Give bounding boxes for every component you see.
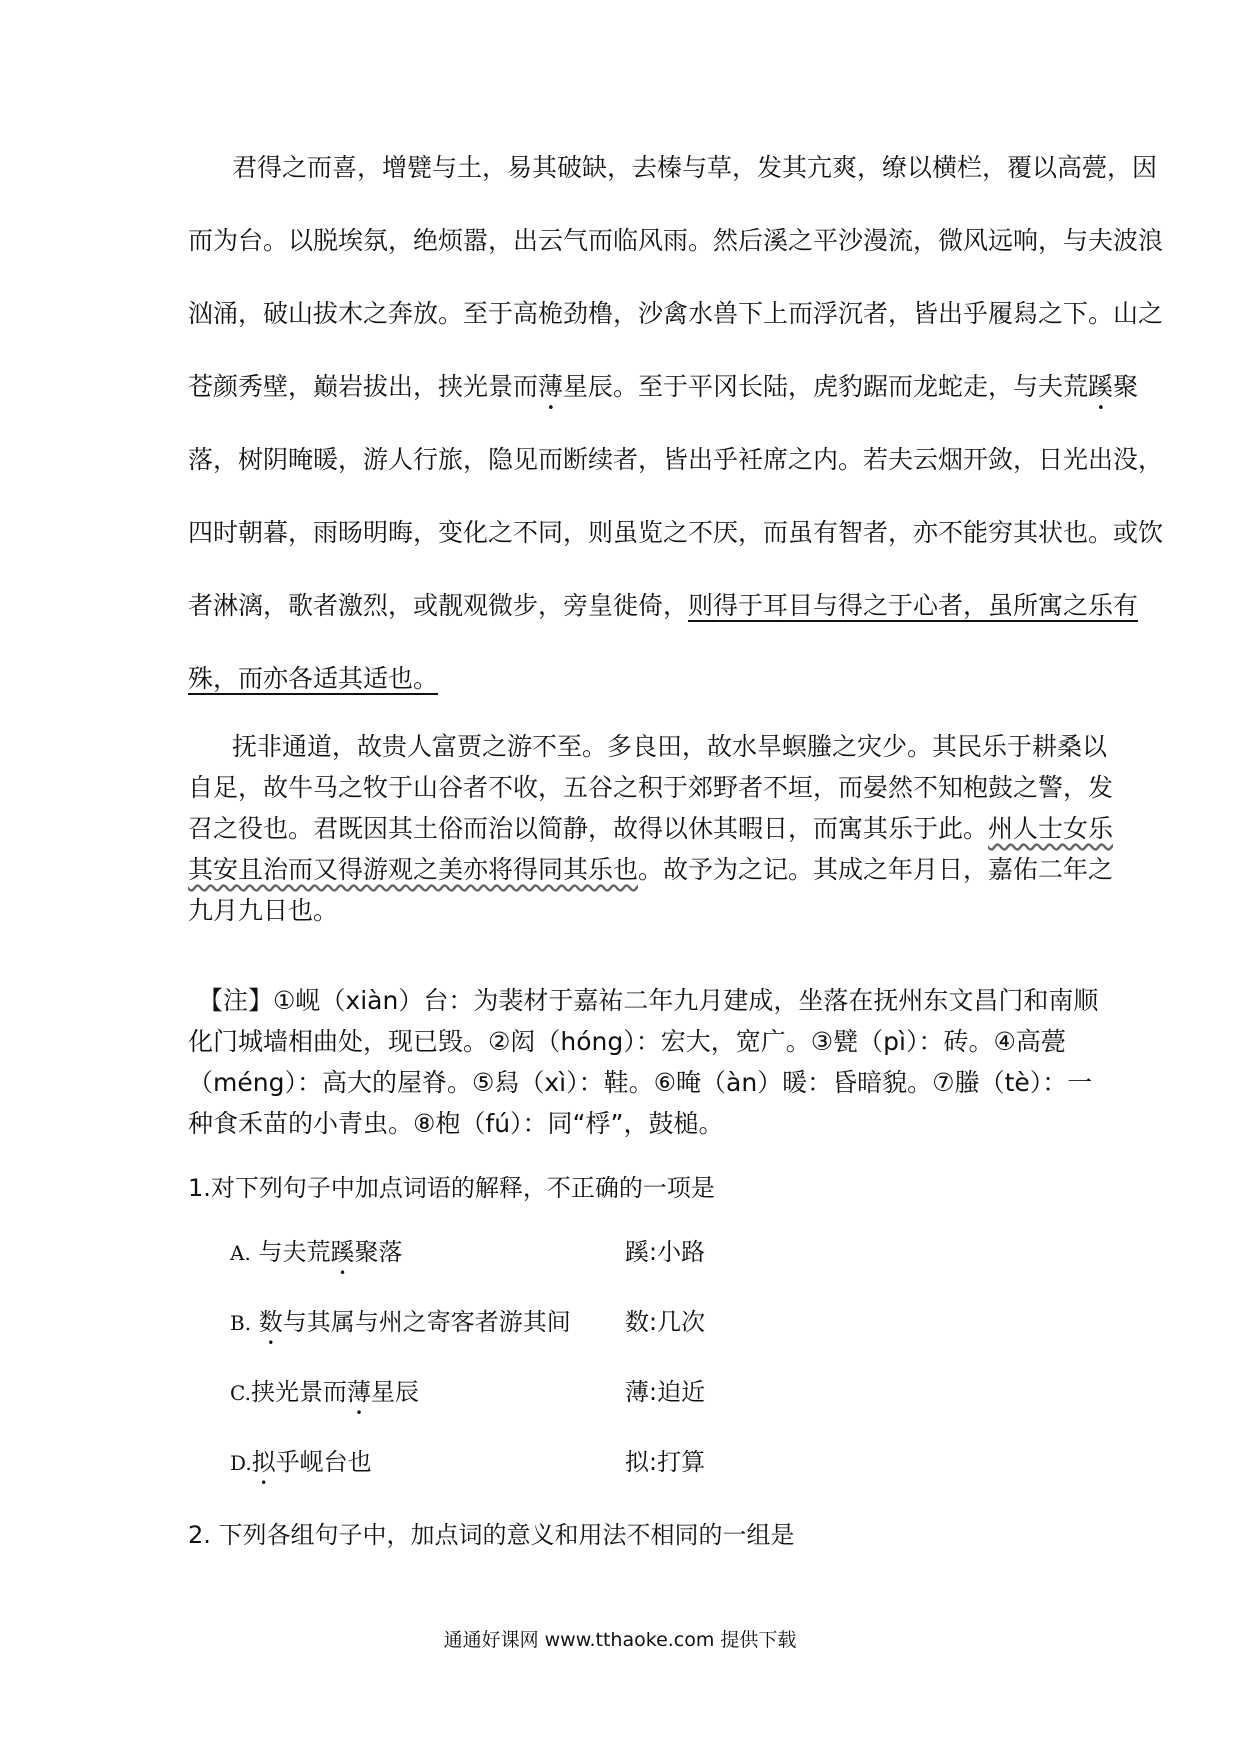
dotted-char: 拟 [251, 1448, 276, 1476]
option-text: 星辰 [370, 1378, 419, 1406]
note-line: （méng）：高大的屋脊。⑤舄（xì）：鞋。⑥晻（àn）暖：昏暗貌。⑦螣（tè）：一 [188, 1068, 1093, 1097]
option-text [251, 1308, 259, 1336]
wavy-underlined-sentence: 其安且治而又得游观之美亦将得同其乐也 [188, 855, 639, 884]
note-line: 化门城墙相曲处，现已毁。②闳（hóng）：宏大，宽广。③甓（pì）：砖。④高甍 [188, 1027, 1066, 1056]
annotation-notes [188, 981, 1099, 1145]
text-line: 汹涌，破山拔木之奔放。至于高桅劲橹，沙禽水兽下上而浮沉者，皆出乎履舄之下。山之 [188, 299, 1164, 328]
text-line [188, 850, 1114, 891]
text-line: 而为台。以脱埃氛，绝烦嚣，出云气而临风雨。然后溪之平沙漫流，微风远响，与夫波浪 [188, 226, 1164, 255]
option-text: 与夫荒 [250, 1238, 331, 1266]
text-span: 召之役也。君既因其土俗而治以简静，故得以休其暇日，而寓其乐于此。 [188, 814, 989, 843]
text-line: 自足，故牛马之牧于山谷者不收，五谷之积于郊野者不垣，而晏然不知枹鼓之警，发 [188, 773, 1114, 802]
page-footer: 通通好课网 www.tthaoke.com 提供下载 [443, 1629, 797, 1651]
question-1-option-d-answer: 拟:打算 [625, 1448, 706, 1476]
text-line: 抚非通道，故贵人富贾之游不至。多良田，故水旱螟螣之灾少。其民乐于耕桑以 [232, 732, 1108, 761]
text-line: 九月九日也。 [188, 896, 339, 925]
question-1-option-d [230, 1442, 372, 1490]
passage-paragraph-1 [188, 148, 1164, 732]
dotted-char: 数 [258, 1308, 283, 1336]
underlined-sentence: 则得于耳目与得之于心者，虽所寓之乐有 [688, 591, 1139, 620]
note-line: 【注】①岘（xiàn）台：为裴材于嘉祐二年九月建成，坐落在抚州东文昌门和南顺 [198, 986, 1099, 1015]
question-1-option-a [230, 1232, 402, 1280]
wavy-underlined-sentence: 州人士女乐 [988, 814, 1114, 843]
option-label: A. [230, 1241, 251, 1265]
dotted-char: 蹊 [1088, 372, 1114, 401]
text-line: 落，树阴晻暖，游人行旅，隐见而断续者，皆出乎衽席之内。若夫云烟开敛，日光出没， [188, 445, 1164, 474]
text-line [188, 367, 1139, 440]
underlined-sentence: 殊，而亦各适其适也。 [188, 664, 439, 693]
text-span: 。故予为之记。其成之年月日，嘉佑二年之 [638, 855, 1114, 884]
option-text: 与其属与州之寄客者游其间 [282, 1308, 571, 1336]
note-line: 种食禾苗的小青虫。⑧枹（fú）：同“桴”，鼓槌。 [188, 1109, 724, 1138]
question-1-option-b [230, 1302, 571, 1350]
option-text: 乎岘台也 [275, 1448, 372, 1476]
option-label: C. [230, 1381, 251, 1405]
question-1-option-a-answer: 蹊:小路 [625, 1238, 706, 1266]
text-span: 苍颜秀壁，巅岩拔出，挟光景而 [188, 372, 539, 401]
text-line: 君得之而喜，增甓与土，易其破缺，去榛与草，发其亢爽，缭以横栏，覆以高甍，因 [232, 153, 1158, 182]
dotted-char: 蹊 [330, 1238, 355, 1266]
question-1-option-b-answer: 数:几次 [625, 1308, 706, 1336]
dotted-char: 薄 [346, 1378, 371, 1406]
question-1-stem: 1.对下列句子中加点词语的解释，不正确的一项是 [188, 1174, 715, 1202]
dotted-char: 薄 [538, 372, 564, 401]
option-text: 聚落 [354, 1238, 403, 1266]
text-span: 聚 [1113, 372, 1139, 401]
question-1-option-c-answer: 薄:迫近 [625, 1378, 706, 1406]
passage-paragraph-2 [188, 727, 1114, 932]
option-label: B. [230, 1311, 252, 1335]
text-line [188, 659, 1053, 732]
option-label: D. [230, 1451, 252, 1475]
question-2-stem: 2. 下列各组句子中，加点词的意义和用法不相同的一组是 [188, 1521, 795, 1549]
text-line: 四时朝暮，雨旸明晦，变化之不同，则虽览之不厌，而虽有智者，亦不能穷其状也。或饮 [188, 518, 1164, 547]
text-line [188, 809, 1114, 850]
text-span: 星辰。至于平冈长陆，虎豹踞而龙蛇走，与夫荒 [563, 372, 1089, 401]
question-1-option-c [230, 1372, 419, 1420]
option-text: 挟光景而 [250, 1378, 347, 1406]
text-span: 者淋漓，歌者激烈，或靓观微步，旁皇徙倚， [188, 591, 689, 620]
text-line [188, 586, 1139, 659]
